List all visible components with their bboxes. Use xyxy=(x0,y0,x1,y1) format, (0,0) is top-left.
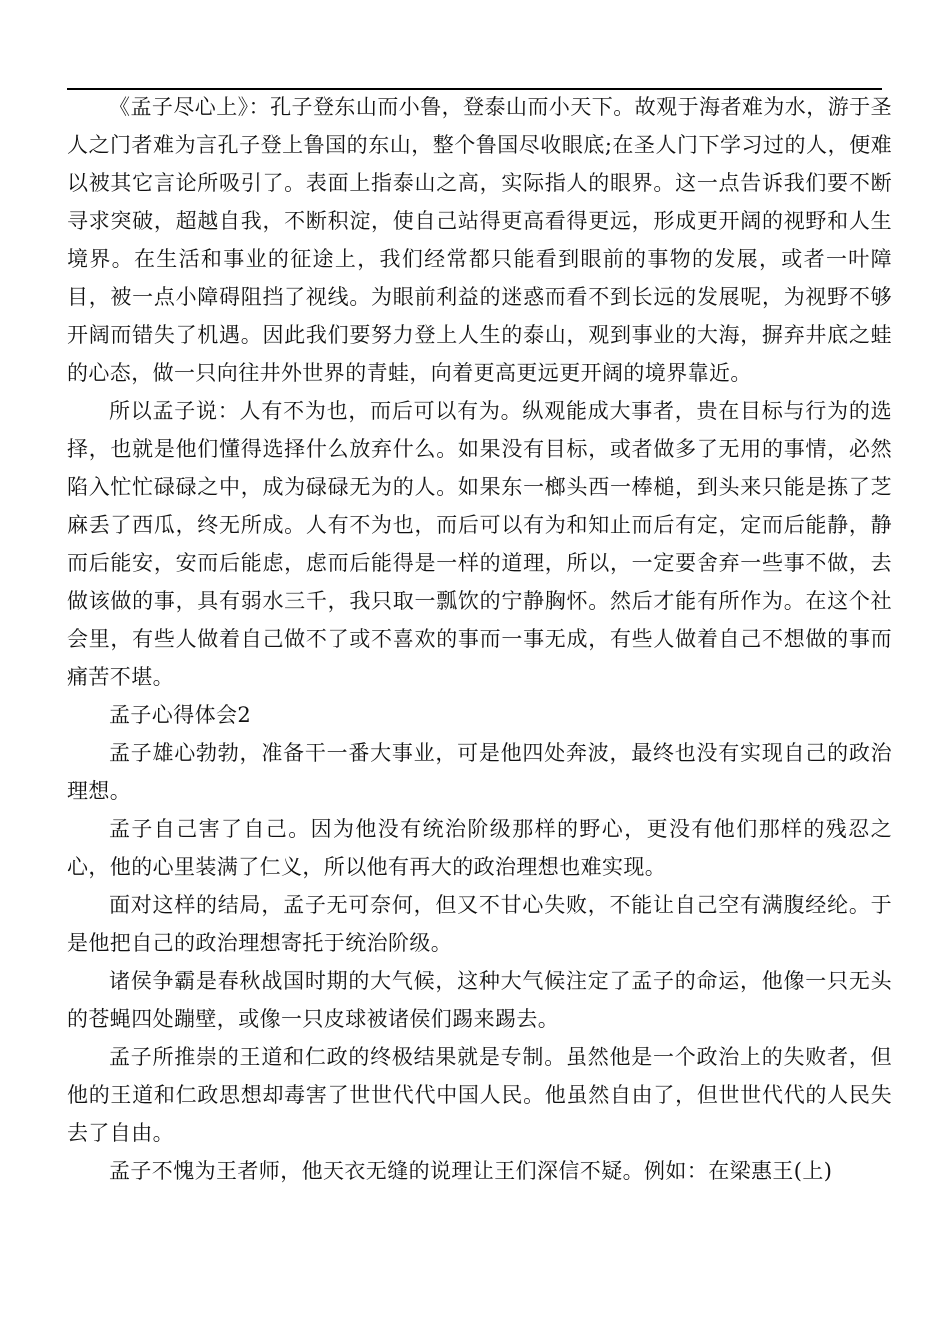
paragraph-1: 《孟子尽心上》：孔子登东山而小鲁，登泰山而小天下。故观于海者难为水，游于圣人之门者难为言孔子登上鲁国的东山，整个鲁国尽收眼底;在圣人门下学习过的人，便难以被其它言论所吸引了。表面上指泰山之高，实际指人的眼界。这一点告诉我们要不断寻求突破，超越自我，不断积淀，使自己站得更高看得更远，形成更开阔的视野和人生境界。在生活和事业的征途上，我们经常都只能看到眼前的事物的发展，或者一叶障目，被一点小障碍阻挡了视线。为眼前利益的迷惑而看不到长远的发展呢，为视野不够开阔而错失了机遇。因此我们要努力登上人生的泰山，观到事业的大海，摒弃井底之蛙的心态，做一只向往井外世界的青蛙，向着更高更远更开阔的境界靠近。 xyxy=(67,95,892,385)
document-body xyxy=(67,88,892,1190)
paragraph-5: 面对这样的结局，孟子无可奈何，但又不甘心失败，不能让自己空有满腹经纶。于是他把自己的政治理想寄托于统治阶级。 xyxy=(67,893,892,955)
paragraph-2: 所以孟子说：人有不为也，而后可以有为。纵观能成大事者，贵在目标与行为的选择，也就是他们懂得选择什么放弃什么。如果没有目标，或者做多了无用的事情，必然陷入忙忙碌碌之中，成为碌碌无为的人。如果东一榔头西一棒槌，到头来只能是拣了芝麻丢了西瓜，终无所成。人有不为也，而后可以有为和知止而后有定，定而后能静，静而后能安，安而后能虑，虑而后能得是一样的道理，所以，一定要舍弃一些事不做，去做该做的事，具有弱水三千，我只取一瓢饮的宁静胸怀。然后才能有所作为。在这个社会里，有些人做着自己做不了或不喜欢的事而一事无成，有些人做着自己不想做的事而痛苦不堪。 xyxy=(67,399,892,689)
paragraph-8: 孟子不愧为王者师，他天衣无缝的说理让王们深信不疑。例如：在梁惠王(上) xyxy=(109,1159,833,1183)
paragraph-7: 孟子所推崇的王道和仁政的终极结果就是专制。虽然他是一个政治上的失败者，但他的王道和仁政思想却毒害了世世代代中国人民。他虽然自由了，但世世代代的人民失去了自由。 xyxy=(67,1045,892,1145)
paragraph-3: 孟子雄心勃勃，准备干一番大事业，可是他四处奔波，最终也没有实现自己的政治理想。 xyxy=(67,741,892,803)
paragraph-6: 诸侯争霸是春秋战国时期的大气候，这种大气候注定了孟子的命运，他像一只无头的苍蝇四处蹦壁，或像一只皮球被诸侯们踢来踢去。 xyxy=(67,969,892,1031)
section-heading: 孟子心得体会2 xyxy=(109,703,252,727)
paragraph-4: 孟子自己害了自己。因为他没有统治阶级那样的野心，更没有他们那样的残忍之心，他的心里装满了仁义，所以他有再大的政治理想也难实现。 xyxy=(67,817,892,879)
